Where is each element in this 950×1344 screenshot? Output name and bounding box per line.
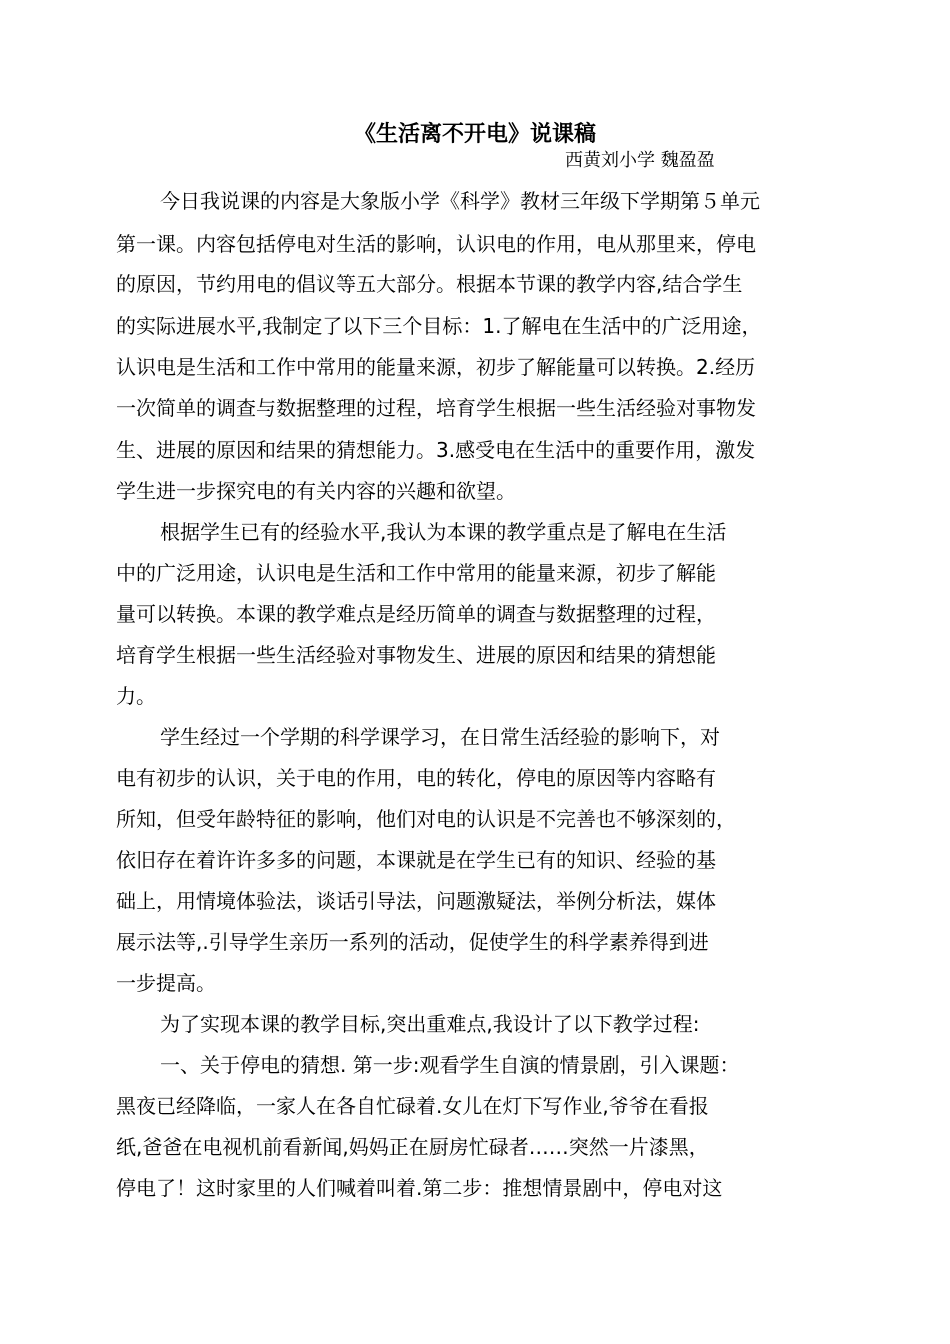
paragraph-line: 依旧存在着许许多多的问题，本课就是在学生已有的知识、经验的基 xyxy=(116,848,716,872)
paragraph-line: 黑夜已经降临，一家人在各自忙碌着.女儿在灯下写作业,爷爷在看报 xyxy=(116,1094,709,1118)
paragraph-line: 学生经过一个学期的科学课学习，在日常生活经验的影响下，对 xyxy=(160,725,720,749)
paragraph-line: 的实际进展水平,我制定了以下三个目标：1.了解电在生活中的广泛用途， xyxy=(116,314,762,338)
document-author: 西黄刘小学 魏盈盈 xyxy=(565,150,715,171)
paragraph-line: 中的广泛用途，认识电是生活和工作中常用的能量来源，初步了解能 xyxy=(116,561,716,585)
paragraph-line: 础上，用情境体验法，谈话引导法，问题激疑法，举例分析法，媒体 xyxy=(116,889,716,913)
paragraph-line: 所知，但受年龄特征的影响，他们对电的认识是不完善也不够深刻的， xyxy=(116,807,736,831)
paragraph-line: 力。 xyxy=(116,684,156,708)
paragraph-line: 学生进一步探究电的有关内容的兴趣和欲望。 xyxy=(116,479,516,503)
paragraph-line: 纸,爸爸在电视机前看新闻,妈妈正在厨房忙碌者……突然一片漆黑， xyxy=(116,1135,709,1159)
paragraph-line: 一、关于停电的猜想. 第一步:观看学生自演的情景剧，引入课题： xyxy=(160,1053,740,1077)
paragraph-line: 根据学生已有的经验水平,我认为本课的教学重点是了解电在生活 xyxy=(160,520,727,544)
paragraph-line: 量可以转换。本课的教学难点是经历简单的调查与数据整理的过程， xyxy=(116,602,716,626)
paragraph-line: 培育学生根据一些生活经验对事物发生、进展的原因和结果的猜想能 xyxy=(116,643,716,667)
paragraph-line: 一步提高。 xyxy=(116,971,216,995)
paragraph-line: 生、进展的原因和结果的猜想能力。3.感受电在生活中的重要作用，激发 xyxy=(116,438,756,462)
paragraph-line: 第一课。内容包括停电对生活的影响，认识电的作用，电从那里来，停电 xyxy=(116,232,756,256)
paragraph-line: 今日我说课的内容是大象版小学《科学》教材三年级下学期第５单元 xyxy=(160,189,760,213)
document-title: 《生活离不开电》说课稿 xyxy=(353,122,596,147)
paragraph-line: 的原因，节约用电的倡议等五大部分。根据本节课的教学内容,结合学生 xyxy=(116,272,743,296)
paragraph-line: 停电了！这时家里的人们喊着叫着.第二步：推想情景剧中，停电对这 xyxy=(116,1176,723,1200)
paragraph-line: 认识电是生活和工作中常用的能量来源，初步了解能量可以转换。2.经历 xyxy=(116,355,756,379)
paragraph-line: 电有初步的认识，关于电的作用，电的转化，停电的原因等内容略有 xyxy=(116,766,716,790)
paragraph-line: 为了实现本课的教学目标,突出重难点,我设计了以下教学过程: xyxy=(160,1012,700,1036)
paragraph-line: 展示法等,.引导学生亲历一系列的活动，促使学生的科学素养得到进 xyxy=(116,930,709,954)
paragraph-line: 一次简单的调查与数据整理的过程，培育学生根据一些生活经验对事物发 xyxy=(116,396,756,420)
